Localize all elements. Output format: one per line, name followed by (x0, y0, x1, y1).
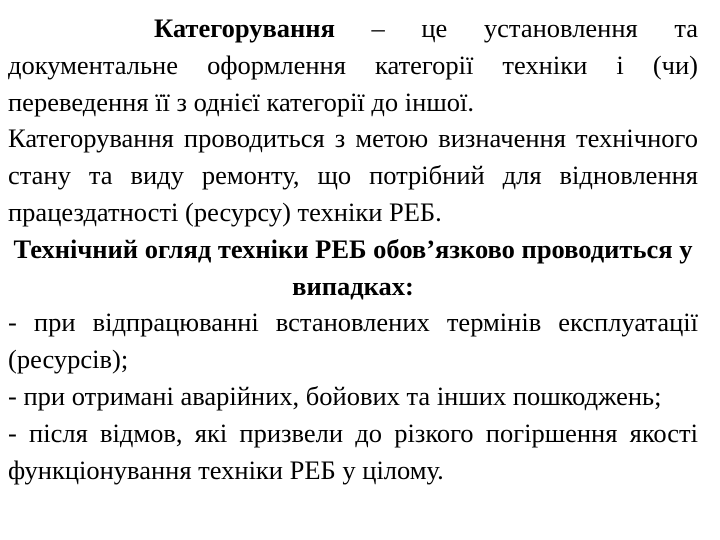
purpose-paragraph: Категорування проводиться з метою визначення технічного стану та виду ремонту, що потрібний для відновлення працездатності (ресурсу) техніки РЕБ. (8, 123, 698, 227)
definition-term: Категорування (154, 13, 335, 43)
inspection-heading: Технічний огляд техніки РЕБ обов’язково проводиться у випадках: (13, 233, 693, 301)
definition-paragraph (8, 10, 698, 120)
list-item-service-life: - при відпрацюванні встановлених термінів експлуатації (ресурсів); (8, 307, 698, 375)
list-item-failures: - після відмов, які призвели до різкого погіршення якості функціонування техніки РЕБ у цілому. (8, 417, 698, 485)
slide-content (8, 10, 698, 488)
list-item-damage: - при отримані аварійних, бойових та інших пошкоджень; (8, 380, 662, 411)
definition-text: – це установлення та документальне оформлення категорії техніки і (чи) переведення її з однієї категорії до іншої. (8, 13, 698, 117)
